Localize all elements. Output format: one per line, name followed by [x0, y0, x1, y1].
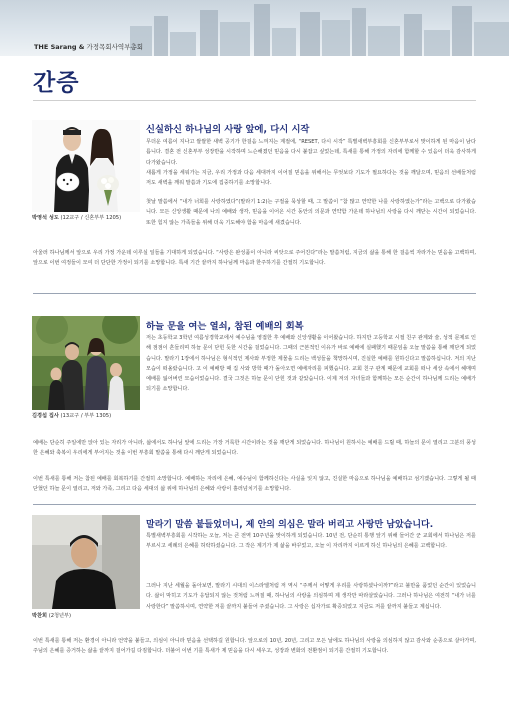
- article-2-paragraph-2: 예배는 단순히 주일에만 앉아 있는 자리가 아니라, 삶에서도 하나님 앞에 드리는 가장 거룩한 시간이라는 것을 깨닫게 되었습니다. 하나님이 원하시는 예배를 드릴 때, 하늘의 문이 열리고 그분의 풍성한 은혜와 축복이 우리에게 부어지는 것을 이번 부흥회 말씀을 통해 다시 깨닫게 되었습니다.: [33, 440, 476, 457]
- author-detail-1: (12교구 / 신혼부부 1205): [58, 215, 122, 221]
- article-1-paragraph-1: 무더운 여름이 지나고 쌀쌀한 새벽 공기가 한걸음 느껴지는 계절에, “RESET, 다시 시작” 특별새벽부흥회를 신혼부부로서 맞이하게 된 마음이 남다릅니다. 결혼 전 신혼부부 성장반을 시작하며 느슨해졌던 믿음을 다시 붙잡고 싶었는데, 특새를 통해 가정의 자리에 함께할 수 있음이 더욱 감사하게 다가왔습니다.: [146, 139, 476, 166]
- divider: [33, 293, 476, 294]
- author-name-2: 김경섭 집사: [32, 413, 59, 419]
- article-1-paragraph-2: 새롭게 가정을 세워가는 지금, 우리 가정과 다음 세대까지 이어질 믿음을 위해서는 무엇보다 기도가 필요하다는 것을 깨달으며, 믿음의 선배들처럼 저도 새벽을 깨워 말씀과 기도에 집중하기를 소망합니다.: [146, 170, 476, 187]
- author-name-3: 박찬희: [32, 613, 48, 619]
- article-1-paragraph-4: 아울러 하나님께서 앞으로 우리 가정 가운데 이루실 일들을 기대하게 되었습니다. “사랑은 완성품이 아니라 씨앗으로 주어진다”라는 말씀처럼, 지금의 삶을 통해 한 걸음씩 자라가는 믿음을 고백하며, 앞으로 이번 여정들이 모여 더 단단한 가정이 되기를 소망합니다. 특새 기간 끝까지 하나님께 마음과 한주하기를 간절히 기도합니다.: [33, 250, 476, 267]
- article-body-3b: [146, 581, 476, 633]
- author-caption-3: [32, 612, 71, 619]
- article-3-paragraph-1: 특별새벽부흥회를 시작하는 오늘, 저는 큰 전역 10주년을 맞이하게 되었습니다. 10년 전, 단순히 통행 앞기 위해 들어간 군 교회에서 하나님은 저를 부르시고 세례의 은혜를 허락하셨습니다. 그 작은 계기가 제 삶을 바꾸었고, 오늘 이 자리까지 이르게 하신 하나님의 은혜를 고백합니다.: [146, 533, 476, 550]
- article-body-2b: [33, 438, 476, 469]
- portrait-photo: [32, 515, 140, 609]
- author-name-1: 박영석 성도: [32, 215, 59, 221]
- article-title-2: 하늘 문을 여는 열쇠, 참된 예배의 회복: [146, 321, 304, 332]
- article-1-paragraph-3: 첫날 말씀에서 “내가 너희를 사랑하였다”(말라기 1:2)는 구절을 묵상할 때, 그 말씀이 “참 많고 연약한 나를 사랑하였는가”라는 고백으로 다가왔습니다. 모든 신앙생활 때문에 나의 예배와 생각, 믿음을 이어온 시간 동안의 의문과 연약함 가운데 하나님의 사랑을 다시 깨닫는 시간이 되었습니다. 또한 힘지 않는 가족들을 위해 더욱 기도해야 함을 마음에 새겼습니다.: [146, 199, 476, 226]
- divider: [33, 100, 476, 101]
- article-body-1b: [146, 197, 476, 238]
- article-2-paragraph-3: 이번 특새를 통해 저는 참된 예배를 회복하기를 간절히 소망합니다. 예배하는 자리에 은혜, 예수님이 함께하신다는 사실을 잊지 않고, 진실한 마음으로 하나님을 예배하고 섬기겠습니다. 그렇게 될 때 닫혔던 하늘 문이 열리고, 저와 가족, 그리고 다음 세대의 삶 위에 하나님의 은혜와 사랑이 흘러넘치기를 소망합니다.: [33, 476, 476, 493]
- magazine-name-bold: THE Sarang &: [34, 43, 85, 51]
- author-caption-1: [32, 214, 121, 221]
- author-detail-2: (13교구 / 부부 1305): [58, 413, 112, 419]
- article-body-1c: [33, 248, 476, 279]
- article-2-paragraph-1: 저는 초등학교 3학년 여름성경학교에서 예수님을 영접한 후 예배와 신앙생활을 이어왔습니다. 하지만 고등학교 시절 친구 관계와 술, 성적 문제로 인해 점점이 흔들리며 하늘 문이 닫힌 듯한 시간을 걸었습니다. 그때의 근본적인 이유가 바로 예배에 실패했기 때문임을 오늘 말씀을 통해 깨닫게 되었습니다. 말라기 1장에서 하나님은 형식적인 제사와 부정한 제물을 드리는 백성들을 책망하시며, 진실한 예배를 원하신다고 말씀하십니다. 저의 지난 모습이 떠올랐습니다. 고 이 예배방 때 집 사와 방학 때가 돌아오면 예배자리를 피했습니다. 교회 친구 관계 때문에 교회를 떠나 세상 속에서 헤매며 예배를 잃어버린 모습이었습니다. 결국 그것은 하늘 문이 닫힌 것과 같았습니다. 이제 저의 자녀들과 함께하는 모든 순간이 하나님께 드리는 예배가 되기를 소망합니다.: [146, 335, 476, 393]
- couple-photo: [32, 120, 140, 212]
- article-body-2c: [33, 474, 476, 495]
- divider: [33, 504, 476, 505]
- article-title-1: 신실하신 하나님의 사랑 앞에, 다시 시작: [146, 124, 310, 135]
- article-body-3c: [33, 636, 476, 667]
- magazine-name: [34, 42, 143, 51]
- magazine-name-rest: 가정목회사역부총회: [86, 43, 144, 51]
- article-3-paragraph-3: 이번 특새를 통해 저는 환경이 아니라 언약을 붙들고, 의심이 아니라 믿음을 선택하길 원합니다. 앞으로의 10년, 20년, 그리고 모든 날에도 하나님의 사랑을 의심하지 않고 감사와 순종으로 살아가며, 주님의 은혜를 증거하는 삶을 끝까지 걸어가길 다짐합니다. 더불어 이번 기를 특새가 제 믿음을 다시 세우고, 성장과 변화의 전환점이 되기를 간절히 기도합니다.: [33, 638, 476, 655]
- article-body-2a: [146, 333, 476, 436]
- article-body-3a: [146, 531, 476, 572]
- author-caption-2: [32, 412, 111, 419]
- article-title-3: 말라기 말씀 붙들었더니, 제 안의 의심은 말라 버리고 사랑만 남았습니다.: [146, 520, 434, 530]
- article-body-1a: [146, 137, 476, 189]
- family-photo: [32, 316, 140, 410]
- section-title: 간증: [33, 70, 80, 96]
- article-3-paragraph-2: 그러나 지난 세월을 돌아보면, 말라기 시대의 이스라엘처럼 저 역시 “주께서 어떻게 우리를 사랑하셨나이까?”라고 불만을 품었던 순간이 있었습니다. 삶이 막히고 기도가 응답되지 않는 것처럼 느껴질 때, 하나님의 사랑을 의심하며 제 생각만 따라살았습니다. 그러나 하나님은 여전히 “내가 너를 사랑한다” 말씀하시며, 연약한 저를 끝까지 붙들어 주셨습니다. 그 사랑은 십자가로 확증되었고 지금도 저를 끝까지 붙들고 계십니다.: [146, 583, 476, 610]
- author-detail-3: (2청년부): [47, 613, 72, 619]
